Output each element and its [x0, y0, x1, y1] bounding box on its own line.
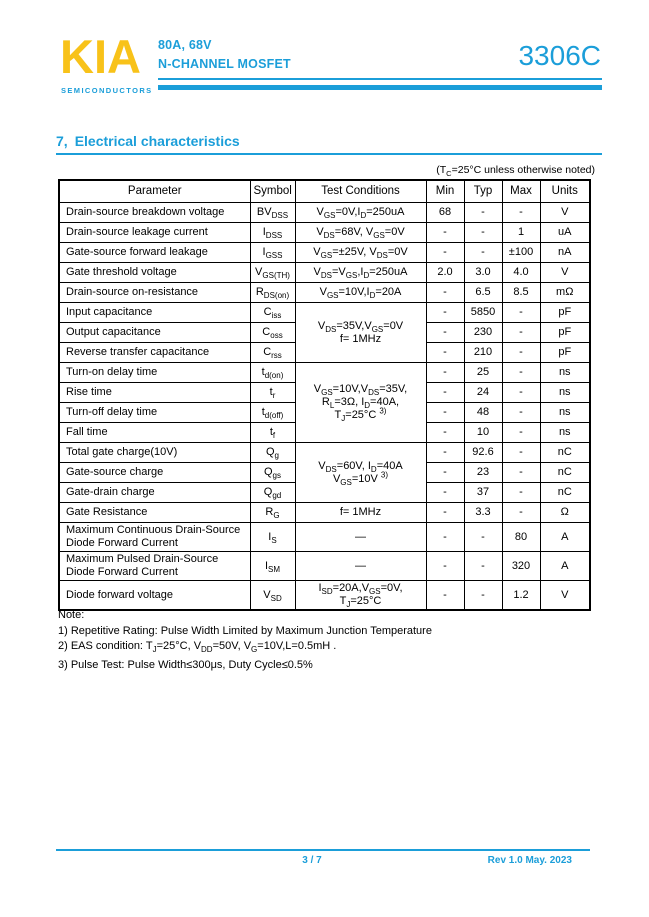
page-number: 3 / 7	[302, 855, 322, 866]
condition-cell: $V_{DS}=35V,V_{GS}=0V$ f= 1MHz	[295, 303, 426, 363]
max-cell: -	[502, 403, 540, 423]
min-cell: -	[426, 403, 464, 423]
typ-cell: 210	[464, 343, 502, 363]
condition-cell: $V_{DS}=60V$, $I_D=40A$ $V_{GS}=10V$ $^{3)}$	[295, 443, 426, 503]
param-cell: Total gate charge(10V)	[59, 443, 250, 463]
typ-cell: -	[464, 243, 502, 263]
max-cell: 4.0	[502, 263, 540, 283]
typ-cell: -	[464, 552, 502, 581]
condition-cell: f= 1MHz	[295, 503, 426, 523]
max-cell: 320	[502, 552, 540, 581]
column-header-min: Min	[426, 180, 464, 203]
column-header-test-conditions: Test Conditions	[295, 180, 426, 203]
min-cell: -	[426, 223, 464, 243]
table-header	[59, 180, 590, 203]
header-rule-thin	[158, 78, 602, 80]
symbol-cell: $V_{GS(TH)}$	[250, 263, 295, 283]
max-cell: -	[502, 463, 540, 483]
param-cell: Turn-off delay time	[59, 403, 250, 423]
max-cell: 1.2	[502, 581, 540, 611]
table-row	[59, 523, 590, 552]
symbol-cell: $C_{rss}$	[250, 343, 295, 363]
table-row	[59, 243, 590, 263]
param-cell: Turn-on delay time	[59, 363, 250, 383]
units-cell: pF	[540, 323, 590, 343]
units-cell: pF	[540, 303, 590, 323]
param-cell: Drain-source on-resistance	[59, 283, 250, 303]
param-cell: Drain-source breakdown voltage	[59, 203, 250, 223]
units-cell: mΩ	[540, 283, 590, 303]
min-cell: -	[426, 323, 464, 343]
condition-cell: $V_{GS}=0V,I_D=250uA$	[295, 203, 426, 223]
table-row	[59, 581, 590, 611]
max-cell: 80	[502, 523, 540, 552]
units-cell: uA	[540, 223, 590, 243]
min-cell: -	[426, 552, 464, 581]
min-cell: -	[426, 503, 464, 523]
min-cell: -	[426, 343, 464, 363]
param-cell: Fall time	[59, 423, 250, 443]
typ-cell: 230	[464, 323, 502, 343]
typ-cell: 24	[464, 383, 502, 403]
footer-rule	[56, 849, 590, 851]
device-type: N-CHANNEL MOSFET	[158, 57, 291, 71]
note-item: 2) EAS condition: $T_J=25^\circ C$, $V_{DD}=50V$, $V_G=10V,L=0.5mH$ .	[58, 640, 337, 655]
table-row	[59, 223, 590, 243]
symbol-cell: $Q_g$	[250, 443, 295, 463]
table-row	[59, 363, 590, 383]
section-number: 7,	[56, 133, 68, 149]
symbol-cell: $C_{iss}$	[250, 303, 295, 323]
units-cell: ns	[540, 423, 590, 443]
param-cell: Gate-source forward leakage	[59, 243, 250, 263]
device-summary	[158, 36, 291, 74]
note-item: 3) Pulse Test: Pulse Width≤300μs, Duty Cycle≤0.5%	[58, 658, 313, 671]
min-cell: -	[426, 523, 464, 552]
section-title-text: Electrical characteristics	[74, 133, 240, 149]
min-cell: 68	[426, 203, 464, 223]
symbol-cell: $I_{DSS}$	[250, 223, 295, 243]
max-cell: 1	[502, 223, 540, 243]
param-cell: Maximum Pulsed Drain-Source Diode Forward Current	[59, 552, 250, 581]
typ-cell: 5850	[464, 303, 502, 323]
note-item: 1) Repetitive Rating: Pulse Width Limited by Maximum Junction Temperature	[58, 624, 432, 637]
table-row	[59, 503, 590, 523]
test-condition-note: ($T_C=25^\circ C$ unless otherwise noted)	[436, 164, 595, 179]
table-row	[59, 303, 590, 323]
min-cell: -	[426, 383, 464, 403]
param-cell: Gate-source charge	[59, 463, 250, 483]
table-row	[59, 283, 590, 303]
column-header-symbol: Symbol	[250, 180, 295, 203]
min-cell: -	[426, 463, 464, 483]
units-cell: nC	[540, 443, 590, 463]
param-cell: Gate threshold voltage	[59, 263, 250, 283]
units-cell: A	[540, 523, 590, 552]
units-cell: V	[540, 581, 590, 611]
typ-cell: 23	[464, 463, 502, 483]
table-body	[59, 203, 590, 611]
notes-list	[58, 624, 432, 674]
kia-logo-subtext: SEMICONDUCTORS	[61, 86, 153, 95]
param-cell: Maximum Continuous Drain-Source Diode Forward Current	[59, 523, 250, 552]
units-cell: V	[540, 263, 590, 283]
max-cell: -	[502, 443, 540, 463]
min-cell: -	[426, 303, 464, 323]
min-cell: 2.0	[426, 263, 464, 283]
condition-cell: $I_{SD}=20A,V_{GS}=0V$, $T_J=25^\circ C$	[295, 581, 426, 611]
notes-section	[58, 608, 432, 673]
table-row	[59, 552, 590, 581]
kia-logo: KIA	[60, 30, 141, 83]
units-cell: pF	[540, 343, 590, 363]
typ-cell: 25	[464, 363, 502, 383]
condition-cell: $V_{GS}=\pm 25V$, $V_{DS}=0V$	[295, 243, 426, 263]
symbol-cell: $R_G$	[250, 503, 295, 523]
part-number: 3306C	[518, 40, 601, 71]
typ-cell: 92.6	[464, 443, 502, 463]
typ-cell: -	[464, 203, 502, 223]
param-cell: Output capacitance	[59, 323, 250, 343]
max-cell: -	[502, 483, 540, 503]
typ-cell: 10	[464, 423, 502, 443]
condition-cell: $V_{GS}=10V,V_{DS}=35V$, $R_L=3\Omega$, $I_D=40A$, $T_J=25^\circ C$ $^{3)}$	[295, 363, 426, 443]
table-row	[59, 203, 590, 223]
symbol-cell: $t_{d(off)}$	[250, 403, 295, 423]
param-cell: Drain-source leakage current	[59, 223, 250, 243]
notes-label: Note:	[58, 609, 85, 621]
section-title	[56, 133, 602, 155]
min-cell: -	[426, 283, 464, 303]
min-cell: -	[426, 483, 464, 503]
symbol-cell: $C_{oss}$	[250, 323, 295, 343]
param-cell: Diode forward voltage	[59, 581, 250, 611]
max-cell: -	[502, 303, 540, 323]
header-rule-thick	[158, 85, 602, 90]
symbol-cell: $R_{DS(on)}$	[250, 283, 295, 303]
min-cell: -	[426, 243, 464, 263]
max-cell: -	[502, 423, 540, 443]
param-cell: Gate Resistance	[59, 503, 250, 523]
typ-cell: 37	[464, 483, 502, 503]
symbol-cell: $I_S$	[250, 523, 295, 552]
min-cell: -	[426, 363, 464, 383]
max-cell: -	[502, 363, 540, 383]
electrical-characteristics-table	[58, 179, 591, 611]
units-cell: ns	[540, 363, 590, 383]
typ-cell: -	[464, 223, 502, 243]
param-cell: Rise time	[59, 383, 250, 403]
symbol-cell: $BV_{DSS}$	[250, 203, 295, 223]
condition-cell: $V_{DS}=68V$, $V_{GS}=0V$	[295, 223, 426, 243]
symbol-cell: $t_r$	[250, 383, 295, 403]
units-cell: nA	[540, 243, 590, 263]
max-cell: -	[502, 503, 540, 523]
column-header-units: Units	[540, 180, 590, 203]
units-cell: ns	[540, 383, 590, 403]
max-cell: 8.5	[502, 283, 540, 303]
symbol-cell: $t_f$	[250, 423, 295, 443]
units-cell: Ω	[540, 503, 590, 523]
param-cell: Input capacitance	[59, 303, 250, 323]
column-header-typ: Typ	[464, 180, 502, 203]
max-cell: ±100	[502, 243, 540, 263]
symbol-cell: $I_{SM}$	[250, 552, 295, 581]
typ-cell: 6.5	[464, 283, 502, 303]
units-cell: nC	[540, 463, 590, 483]
symbol-cell: $Q_{gd}$	[250, 483, 295, 503]
max-cell: -	[502, 203, 540, 223]
param-cell: Reverse transfer capacitance	[59, 343, 250, 363]
revision-label: Rev 1.0 May. 2023	[487, 855, 572, 866]
typ-cell: 3.3	[464, 503, 502, 523]
column-header-parameter: Parameter	[59, 180, 250, 203]
table-header-row	[59, 180, 590, 203]
max-cell: -	[502, 343, 540, 363]
condition-cell: $V_{DS}=V_{GS},I_D=250uA$	[295, 263, 426, 283]
symbol-cell: $V_{SD}$	[250, 581, 295, 611]
condition-cell: —	[295, 523, 426, 552]
min-cell: -	[426, 423, 464, 443]
typ-cell: -	[464, 581, 502, 611]
units-cell: ns	[540, 403, 590, 423]
symbol-cell: $t_{d(on)}$	[250, 363, 295, 383]
units-cell: nC	[540, 483, 590, 503]
device-rating: 80A, 68V	[158, 38, 212, 52]
units-cell: V	[540, 203, 590, 223]
param-cell: Gate-drain charge	[59, 483, 250, 503]
min-cell: -	[426, 443, 464, 463]
column-header-max: Max	[502, 180, 540, 203]
table-row	[59, 263, 590, 283]
symbol-cell: $I_{GSS}$	[250, 243, 295, 263]
condition-cell: —	[295, 552, 426, 581]
units-cell: A	[540, 552, 590, 581]
symbol-cell: $Q_{gs}$	[250, 463, 295, 483]
typ-cell: 3.0	[464, 263, 502, 283]
typ-cell: -	[464, 523, 502, 552]
max-cell: -	[502, 383, 540, 403]
table-row	[59, 443, 590, 463]
condition-cell: $V_{GS}=10V,I_D=20A$	[295, 283, 426, 303]
max-cell: -	[502, 323, 540, 343]
typ-cell: 48	[464, 403, 502, 423]
min-cell: -	[426, 581, 464, 611]
